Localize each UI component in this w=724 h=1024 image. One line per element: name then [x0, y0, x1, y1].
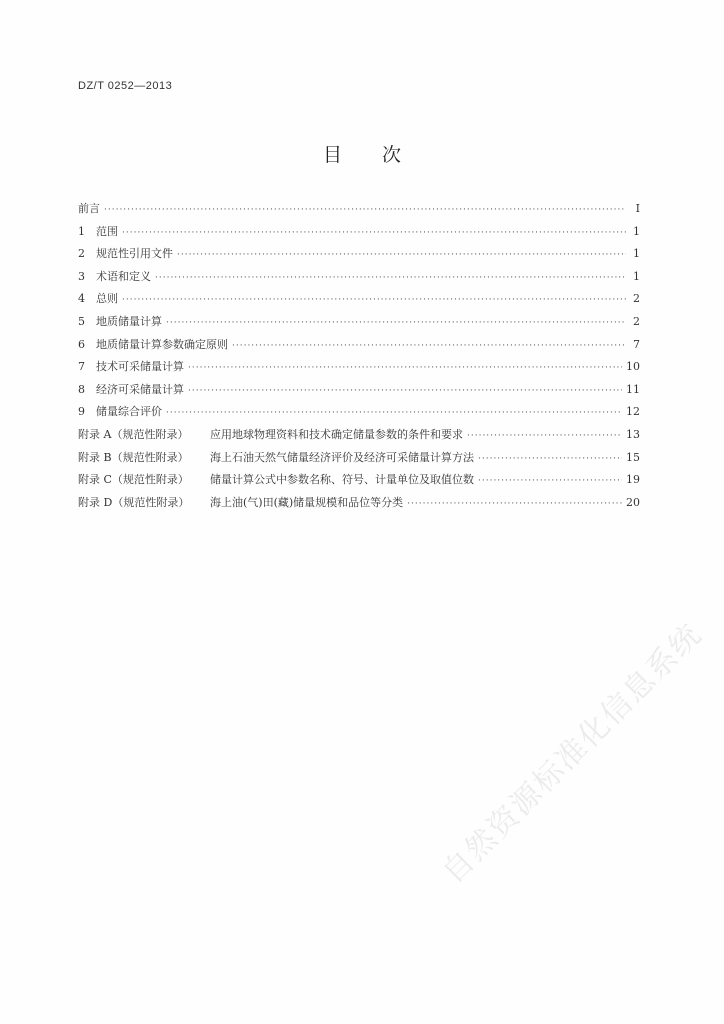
- toc-entry-title: 规范性引用文件: [96, 247, 173, 261]
- toc-entry-label: [78, 426, 463, 442]
- toc-entry-title: 技术可采储量计算: [96, 360, 184, 374]
- standard-code: DZ/T 0252—2013: [78, 80, 173, 92]
- toc-entry-page: 19: [626, 473, 640, 487]
- toc-leader-dots: [104, 205, 626, 215]
- toc-entry-number: 1: [78, 224, 85, 238]
- toc-entry-title: 前言: [78, 202, 100, 215]
- toc-entry-label: [78, 245, 173, 261]
- toc-entry-title: 地质储量计算: [96, 314, 162, 328]
- toc-entry[interactable]: [78, 290, 640, 313]
- toc-leader-dots: [155, 273, 626, 283]
- toc-entry-page: 11: [626, 382, 640, 396]
- toc-entry-label: [78, 403, 162, 419]
- toc-leader-dots: [166, 408, 622, 418]
- watermark: 自然资源标准化信息系统: [435, 616, 710, 891]
- toc-entry[interactable]: [78, 268, 640, 291]
- toc-entry-title: 地质储量计算参数确定原则: [96, 337, 228, 351]
- toc-entry-number: 附录 C（规范性附录）: [78, 473, 189, 487]
- toc-entry-page: 10: [626, 360, 640, 374]
- toc-entry-page: 12: [626, 405, 640, 419]
- toc-entry-page: I: [635, 202, 640, 215]
- toc-entry-title: 范围: [96, 224, 118, 238]
- toc-entry-number: 8: [78, 382, 85, 396]
- toc-entry-number: 附录 B（规范性附录）: [78, 450, 189, 464]
- toc-entry-title: 海上油(气)田(藏)储量规模和品位等分类: [210, 495, 404, 509]
- toc-entry[interactable]: [78, 336, 640, 359]
- toc-entry-page: 2: [633, 292, 640, 306]
- toc-entry-title: 储量计算公式中参数名称、符号、计量单位及取值位数: [210, 473, 474, 487]
- toc-entry-title: 海上石油天然气储量经济评价及经济可采储量计算方法: [210, 450, 474, 464]
- toc-entry-page: 7: [633, 337, 640, 351]
- toc-entry-page: 2: [633, 314, 640, 328]
- toc-entry-page: 20: [626, 495, 640, 509]
- toc-entry-title: 总则: [96, 292, 118, 306]
- toc-leader-dots: [407, 499, 622, 509]
- toc-entry-label: [78, 200, 100, 216]
- toc-entry-number: 4: [78, 292, 85, 306]
- toc-entry-number: 6: [78, 337, 85, 351]
- toc-entry-number: 附录 A（规范性附录）: [78, 427, 189, 441]
- toc-leader-dots: [122, 228, 626, 238]
- toc-entry[interactable]: [78, 223, 640, 246]
- toc-entry-label: [78, 290, 118, 306]
- toc-entry[interactable]: [78, 313, 640, 336]
- toc-entry[interactable]: [78, 403, 640, 426]
- toc-entry-page: 15: [626, 450, 640, 464]
- toc-entry-number: 5: [78, 314, 85, 328]
- toc-title: 目次: [322, 144, 441, 166]
- toc-entry-number: 附录 D（规范性附录）: [78, 495, 190, 509]
- toc-leader-dots: [188, 386, 622, 396]
- toc-entry-number: 7: [78, 360, 85, 374]
- toc-leader-dots: [478, 454, 622, 464]
- toc-entry-title: 经济可采储量计算: [96, 382, 184, 396]
- toc-entry[interactable]: [78, 358, 640, 381]
- toc-entry-label: [78, 268, 151, 284]
- toc-entry-label: [78, 223, 118, 239]
- toc-entry-label: [78, 449, 474, 465]
- toc-entry-label: [78, 494, 403, 510]
- toc-entry-label: [78, 336, 228, 352]
- toc-entry-number: 3: [78, 269, 85, 283]
- toc-entry[interactable]: [78, 381, 640, 404]
- toc-entry[interactable]: [78, 426, 640, 449]
- toc-entry[interactable]: [78, 200, 640, 223]
- toc-entry-label: [78, 313, 162, 329]
- toc-entry-number: 2: [78, 247, 85, 261]
- toc-entry-label: [78, 358, 184, 374]
- toc-leader-dots: [188, 363, 622, 373]
- toc-leader-dots: [232, 341, 626, 351]
- toc-entry[interactable]: [78, 494, 640, 517]
- toc-entry-page: 13: [626, 427, 640, 441]
- toc-entry-title: 应用地球物理资料和技术确定储量参数的条件和要求: [210, 427, 463, 441]
- toc-entry[interactable]: [78, 245, 640, 268]
- toc-entry-label: [78, 381, 184, 397]
- toc-entry-page: 1: [633, 269, 640, 283]
- toc-leader-dots: [467, 431, 622, 441]
- toc-entry[interactable]: [78, 449, 640, 472]
- toc-entry[interactable]: [78, 471, 640, 494]
- toc-leader-dots: [478, 476, 622, 486]
- toc-entry-label: [78, 471, 474, 487]
- toc-entry-title: 储量综合评价: [96, 405, 162, 419]
- table-of-contents: [78, 200, 640, 516]
- toc-entry-title: 术语和定义: [96, 269, 151, 283]
- toc-leader-dots: [122, 295, 626, 305]
- toc-entry-page: 1: [633, 247, 640, 261]
- toc-leader-dots: [177, 250, 626, 260]
- toc-leader-dots: [166, 318, 626, 328]
- toc-entry-number: 9: [78, 405, 85, 419]
- toc-entry-page: 1: [633, 224, 640, 238]
